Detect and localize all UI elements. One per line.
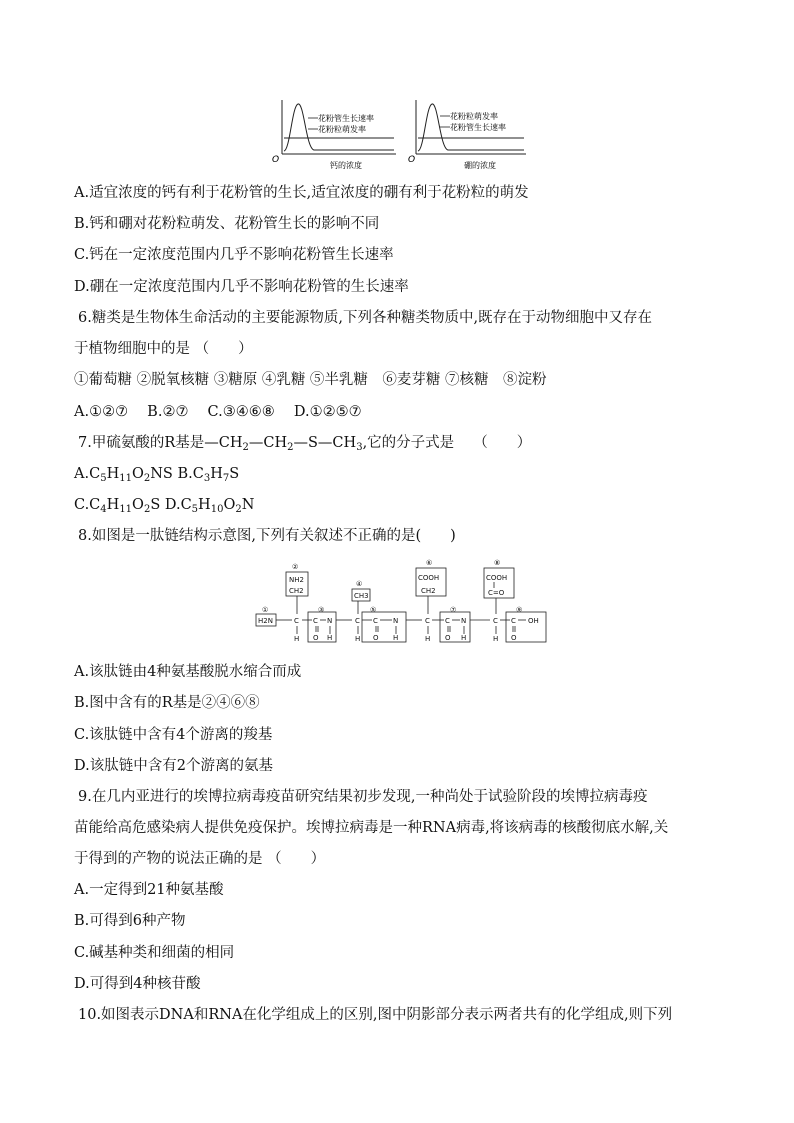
q6-items: ①葡萄糖 ②脱氧核糖 ③糖原 ④乳糖 ⑤半乳糖 ⑥麦芽糖 ⑦核糖 ⑧淀粉 <box>74 372 547 388</box>
nh2-label: NH2 <box>289 576 304 584</box>
left-xlabel: 钙的浓度 <box>330 161 362 170</box>
h-alpha-4: H <box>493 635 499 643</box>
n-3: N <box>327 617 333 625</box>
ch2-label-6: CH2 <box>421 587 436 595</box>
alpha-c-2: C <box>355 617 360 625</box>
h-2: H <box>355 635 361 643</box>
h-7: H <box>461 634 467 642</box>
right-origin: O <box>408 155 416 165</box>
ch2-label-2: CH2 <box>289 587 304 595</box>
q8-stem: 8.如图是一肽链结构示意图,下列有关叙述不正确的是( ) <box>78 528 456 544</box>
c-5: C <box>373 617 378 625</box>
q7-options-cd: $C.C_4H_{11}O_2S$ $D.C_5H_{10}O_2N$ <box>74 497 255 515</box>
q9-option-c: C.碱基种类和细菌的相同 <box>74 945 235 961</box>
alpha-c-1: C <box>294 617 299 625</box>
q6-stem-line1: 6.糖类是生物体生命活动的主要能源物质,下列各种糖类物质中,既存在于动物细胞中又存在 <box>78 310 653 326</box>
marker-6-left: ⑥ <box>426 559 433 567</box>
ch3-label: CH3 <box>354 592 369 600</box>
alpha-c-3: C <box>425 617 430 625</box>
q8-option-a: A.该肽链由4种氨基酸脱水缩合而成 <box>74 664 302 680</box>
q6-stem-line2: 于植物细胞中的是 （ ） <box>74 341 253 357</box>
c-7: C <box>445 617 450 625</box>
right-curve-label-2: 花粉管生长速率 <box>450 123 506 132</box>
left-curve-label-2: 花粉粒萌发率 <box>318 125 366 134</box>
o-9: O <box>511 634 517 642</box>
calcium-boron-graphs <box>268 96 530 172</box>
calcium-graph <box>272 100 396 170</box>
n-7: N <box>461 617 467 625</box>
right-xlabel: 硼的浓度 <box>464 161 496 170</box>
cooh-6: COOH <box>418 574 440 582</box>
o-3: O <box>313 634 319 642</box>
right-curve-label-1: 花粉粒萌发率 <box>450 112 498 121</box>
o-5: O <box>373 634 379 642</box>
q10-stem-line1: 10.如图表示DNA和RNA在化学组成上的区别,图中阴影部分表示两者共有的化学组成,则下列 <box>78 1007 673 1023</box>
q5-option-b: B.钙和硼对花粉粒萌发、花粉管生长的影响不同 <box>74 216 380 232</box>
q8-option-c: C.该肽链中含有4个游离的羧基 <box>74 727 273 743</box>
q8-option-b: B.图中含有的R基是②④⑥⑧ <box>74 695 260 711</box>
marker-7: ⑦ <box>450 606 457 614</box>
c-3: C <box>313 617 318 625</box>
marker-3: ③ <box>318 606 325 614</box>
peptide-svg <box>254 556 554 648</box>
q9-stem-line1: 9.在几内亚进行的埃博拉病毒疫苗研究结果初步发现,一种尚处于试验阶段的埃博拉病毒疫 <box>78 789 648 805</box>
q8-option-d: D.该肽链中含有2个游离的氨基 <box>74 758 273 774</box>
c-9: C <box>511 617 516 625</box>
peptide-diagram <box>254 556 554 648</box>
marker-4: ④ <box>356 580 363 588</box>
q9-option-b: B.可得到6种产物 <box>74 913 186 929</box>
h-5: H <box>393 634 399 642</box>
h-alpha-3: H <box>425 635 431 643</box>
marker-8: ⑧ <box>494 559 501 567</box>
q9-stem-line2: 苗能给高危感染病人提供免疫保护。埃博拉病毒是一种RNA病毒,将该病毒的核酸彻底水解,关 <box>74 820 669 836</box>
h-1: H <box>294 635 300 643</box>
q5-option-d: D.硼在一定浓度范围内几乎不影响花粉管的生长速率 <box>74 279 409 295</box>
q7-options-ab: $A.C_5H_{11}O_2NS$ $B.C_3H_7S$ <box>74 466 240 484</box>
marker-2: ② <box>292 563 299 571</box>
q5-option-c: C.钙在一定浓度范围内几乎不影响花粉管生长速率 <box>74 247 394 263</box>
marker-5: ⑤ <box>370 606 377 614</box>
o-7: O <box>445 634 451 642</box>
left-origin: O <box>272 155 280 165</box>
q9-option-a: A.一定得到21种氨基酸 <box>74 882 224 898</box>
q9-stem-line3: 于得到的产物的说法正确的是 （ ） <box>74 851 326 867</box>
boron-graph <box>408 100 526 170</box>
box-peptide-bond-5 <box>362 612 406 642</box>
q9-option-d: D.可得到4种核苷酸 <box>74 976 201 992</box>
q7-stem: 7.甲硫氨酸的R基是$—CH_2—CH_2—S—CH_3$,它的分子式是 （ ） <box>78 435 532 453</box>
h-3: H <box>327 634 333 642</box>
alpha-c-4: C <box>493 617 498 625</box>
marker-1: ① <box>262 606 269 614</box>
q5-option-a: A.适宜浓度的钙有利于花粉管的生长,适宜浓度的硼有利于花粉粒的萌发 <box>74 185 529 201</box>
h2n-label: H2N <box>258 617 273 625</box>
left-curve-label-1: 花粉管生长速率 <box>318 114 374 123</box>
n-5: N <box>393 617 399 625</box>
oh-9: OH <box>528 617 539 625</box>
graphs-svg <box>268 96 530 172</box>
marker-9: ⑨ <box>516 606 523 614</box>
q6-options: A.①②⑦ B.②⑦ C.③④⑥⑧ D.①②⑤⑦ <box>74 404 362 420</box>
cooh-8: COOH <box>486 574 508 582</box>
c-eq-o-8: C=O <box>488 589 505 597</box>
